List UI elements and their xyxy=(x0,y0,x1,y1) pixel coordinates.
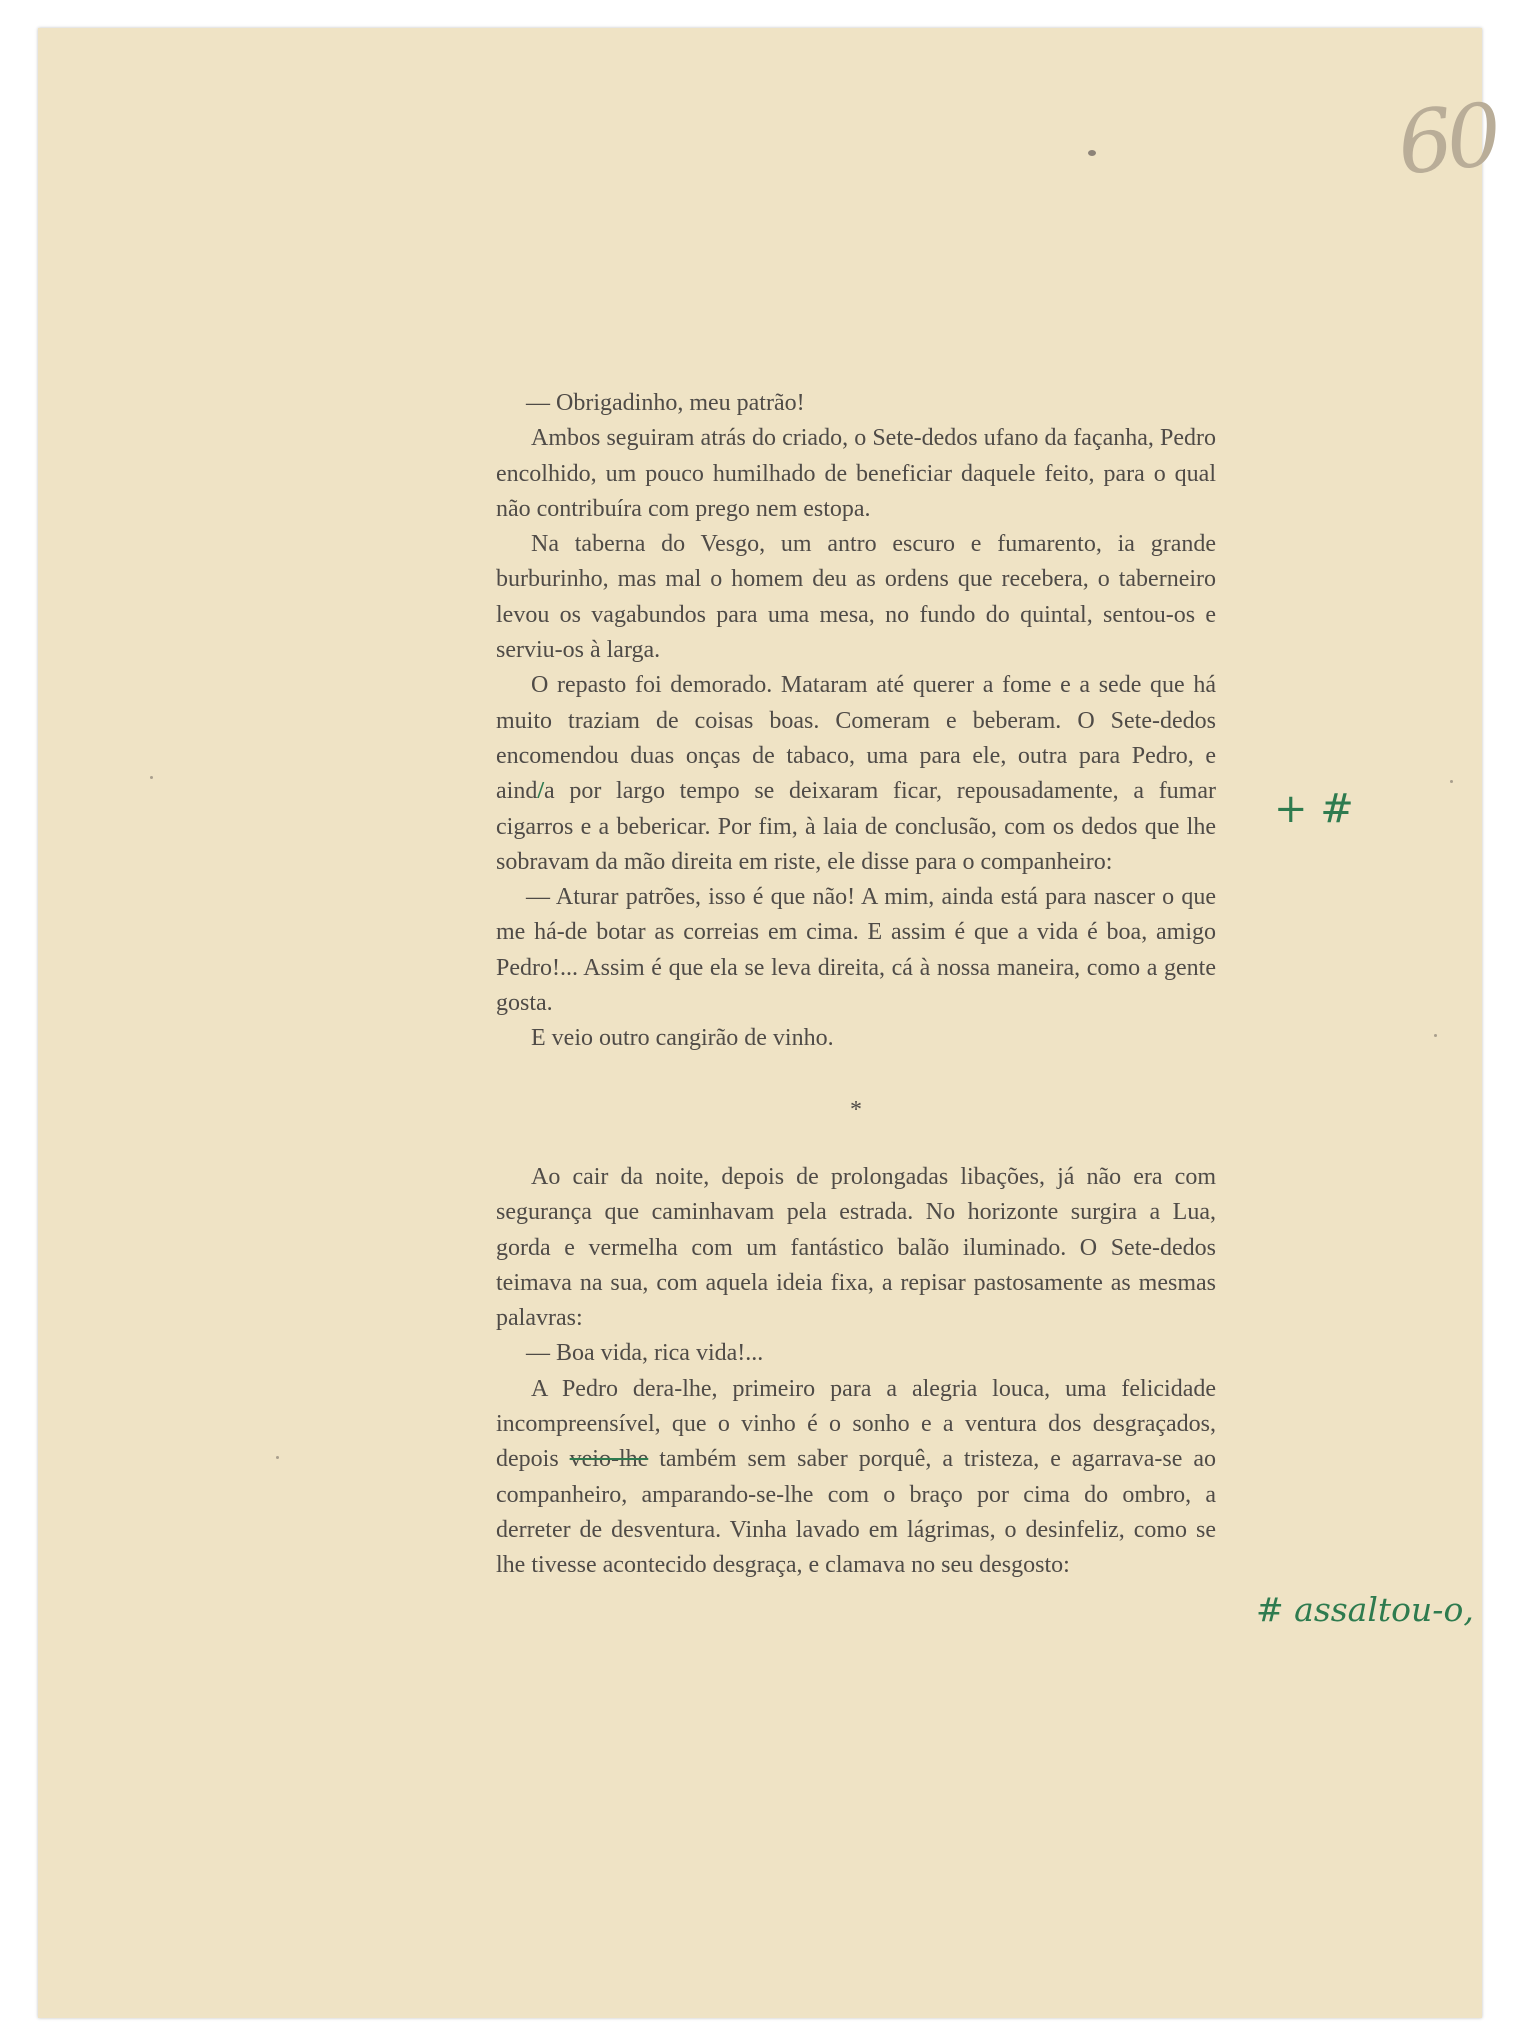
paragraph-5: — Aturar patrões, isso é que não! A mim, ainda está para nascer o que me há-de botar as correias em cima. E assim é que a vida é boa, amigo Pedro!... Assim é que ela se leva direita, cá à nossa maneira, como a gente gosta. xyxy=(496,884,1216,1017)
correction-mark: / xyxy=(537,778,544,805)
correction-word: aind xyxy=(496,778,538,805)
paper-speck xyxy=(1450,780,1453,783)
paragraph-4-part-b: largo tempo se deixaram ficar, repousadamente, a fumar cigarros e a bebericar. Por fim, à laia de conclusão, com os dedos que lhe sobravam da mão direita em riste, ele disse para o companheiro: xyxy=(496,778,1216,875)
page-number: 60 xyxy=(1393,85,1501,195)
paragraph-3: Na taberna do Vesgo, um antro escuro e fumarento, ia grande burburinho, mas mal o homem deu as ordens que recebera, o taberneiro levou os vagabundos para uma mesa, no fundo do quintal, sentou-os e serviu-os à larga. xyxy=(496,531,1216,664)
text-body xyxy=(496,386,1216,1584)
paragraph-9-part-a: A Pedro dera-lhe, primeiro para a alegria louca, uma felicidade incompreensível, que o vinho é o sonho e a ventura dos desgraçados, depois xyxy=(496,1375,1216,1473)
paragraph-7: Ao cair da noite, depois de prolongadas libações, já não era com segurança que caminhavam pela estrada. No horizonte surgira a Lua, gorda e vermelha com um fantástico balão iluminado. O Sete-dedos teimava na sua, com aquela ideia fixa, a repisar pastosamente as mesmas palavras: xyxy=(496,1163,1216,1332)
paper-speck xyxy=(276,1456,279,1459)
paragraph-4-part-a: O repasto foi demorado. Mataram até querer a fome e a sede que há muito traziam de coisas boas. Comeram e beberam. O Sete-dedos encomendou duas onças de tabaco, uma para ele, outra para Pedro, e xyxy=(496,672,1216,769)
paper-speck xyxy=(150,776,153,779)
manuscript-page xyxy=(38,28,1501,2018)
correction-tail: a por xyxy=(544,778,602,805)
paper-speck xyxy=(1434,1034,1437,1037)
margin-note-correction: + # xyxy=(1274,786,1354,832)
margin-note-insertion: # assaltou-o, xyxy=(1256,1590,1474,1629)
struck-word: veio-lhe xyxy=(569,1446,649,1473)
section-break: * xyxy=(850,1096,862,1123)
paper-speck xyxy=(1088,150,1096,156)
paragraph-9 xyxy=(496,1372,1216,1584)
paragraph-4 xyxy=(496,668,1216,880)
paragraph-8: — Boa vida, rica vida!... xyxy=(526,1340,764,1367)
paragraph-9-part-b: também sem saber porquê, a tristeza, e agarrava-se ao companheiro, amparando-se-lhe com o braço por cima do ombro, a derreter de desventura. Vinha lavado em lágrimas, o desinfeliz, como se lhe tivesse acontecido desgraça, e clamava no seu desgosto: xyxy=(496,1446,1216,1579)
paragraph-1: — Obrigadinho, meu patrão! xyxy=(526,390,805,416)
paragraph-2: Ambos seguiram atrás do criado, o Sete-dedos ufano da façanha, Pedro encolhido, um pouco humilhado de beneficiar daquele feito, para o qual não contribuíra com prego nem estopa. xyxy=(496,425,1216,522)
paragraph-6: E veio outro cangirão de vinho. xyxy=(531,1025,834,1052)
